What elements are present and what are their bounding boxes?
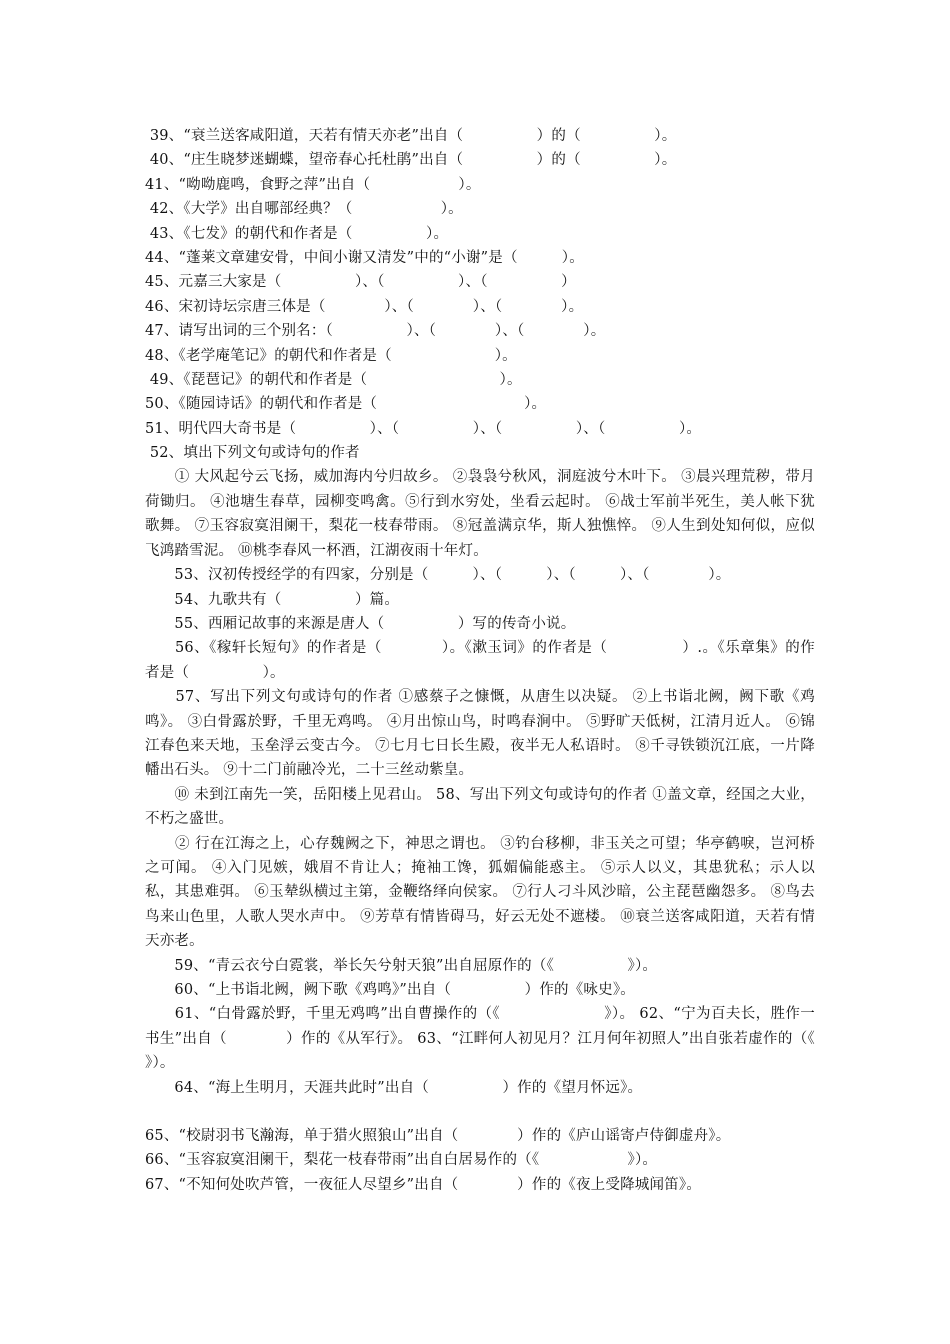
question-47: 47、请写出词的三个别名：（ ）、（ ）、（ ）。 xyxy=(145,323,606,340)
paragraph-55: 55、西厢记故事的来源是唐人（ ）写的传奇小说。 xyxy=(145,615,576,632)
blank-line xyxy=(145,1100,815,1124)
document-body xyxy=(145,124,918,1197)
question-52: 52、填出下列文句或诗句的作者 xyxy=(149,445,360,462)
paragraph-61-63: 61、“白骨露於野，千里无鸡鸣”出自曹操作的（《 》）。 62、“宁为百夫长，胜作一书生”出自（ ）作的《从军行》。 63、“江畔何人初见月？江月何年初照人”出自张若虚作的（《 》）。 xyxy=(145,1006,918,1072)
question-41: 41、“呦呦鹿鸣，食野之萍”出自（ ）。 xyxy=(145,176,481,193)
paragraph-57: 57、写出下列文句或诗句的作者 ①感蔡子之慷慨，从唐生以决疑。 ②上书诣北阙，阙下歌《鸡鸣》。 ③白骨露於野，千里无鸡鸣。 ④月出惊山鸟，时鸣春涧中。 ⑤野旷天低树，江清月近人。 ⑥锦江春色来天地，玉垒浮云变古今。 ⑦七月七日长生殿，夜半无人私语时。 ⑧千寻铁锁沉江底，一片降幡出石头。 ⑨十二门前融冷光，二十三丝动紫皇。 xyxy=(145,689,815,779)
question-43: 43、《七发》的朝代和作者是（ ）。 xyxy=(149,225,449,242)
question-45: 45、元嘉三大家是（ ）、（ ）、（ ） xyxy=(145,274,576,291)
question-39: 39、“衰兰送客咸阳道，天若有情天亦老”出自（ ）的（ ）。 xyxy=(149,128,677,144)
question-49: 49、《琵琶记》的朝代和作者是（ ）。 xyxy=(149,371,522,388)
question-44: 44、“蓬莱文章建安骨，中间小谢又清发”中的“小谢”是（ ）。 xyxy=(145,249,584,266)
question-51: 51、明代四大奇书是（ ）、（ ）、（ ）、（ ）。 xyxy=(145,420,702,437)
paragraph-54: 54、九歌共有（ ）篇。 xyxy=(145,591,400,608)
paragraph-67: 67、“不知何处吹芦管，一夜征人尽望乡”出自（ ）作的《夜上受降城闻笛》。 xyxy=(145,1176,702,1193)
question-50: 50、《随园诗话》的朝代和作者是（ ）。 xyxy=(145,396,547,413)
paragraph-64: 64、“海上生明月，天涯共此时”出自（ ）作的《望月怀远》。 xyxy=(145,1079,643,1096)
question-42: 42、《大学》出自哪部经典？（ ）。 xyxy=(149,201,463,218)
paragraph-58-items: ② 行在江海之上，心存魏阙之下，神思之谓也。 ③钓台移柳，非玉关之可望；华亭鹤唳，岂河桥之可闻。 ④入门见嫉，娥眉不肯让人；掩袖工馋，狐媚偏能惑主。 ⑤示人以义，其患犹私；示人以私，其患难弭。 ⑥玉辇纵横过主第，金鞭络绎向侯家。 ⑦行人刁斗风沙暗，公主琵琶幽怨多。 ⑧鸟去鸟来山色里，人歌人哭水声中。 ⑨芳草有情皆碍马，好云无处不遮楼。 ⑩衰兰送客咸阳道，天若有情天亦老。 xyxy=(145,835,815,950)
question-48: 48、《老学庵笔记》的朝代和作者是（ ）。 xyxy=(145,347,517,364)
paragraph-66: 66、“玉容寂寞泪阑干，梨花一枝春带雨”出自白居易作的（《 》）。 xyxy=(145,1152,658,1169)
question-46: 46、宋初诗坛宗唐三体是（ ）、（ ）、（ ）。 xyxy=(145,298,584,315)
paragraph-65: 65、“校尉羽书飞瀚海，单于猎火照狼山”出自（ ）作的《庐山谣寄卢侍御虚舟》。 xyxy=(145,1128,731,1145)
paragraph-60: 60、“上书诣北阙，阙下歌《鸡鸣》”出自（ ）作的《咏史》。 xyxy=(145,982,635,998)
paragraph-52-items: ① 大风起兮云飞扬，威加海内兮归故乡。 ②袅袅兮秋风，洞庭波兮木叶下。 ③晨兴理荒秽，带月荷锄归。 ④池塘生春草，园柳变鸣禽。⑤行到水穷处，坐看云起时。 ⑥战士军前半死生，美人帐下犹歌舞。 ⑦玉容寂寞泪阑干，梨花一枝春带雨。 ⑧冠盖满京华，斯人独憔悴。 ⑨人生到处知何似，应似飞鸿踏雪泥。 ⑩桃李春风一杯酒，江湖夜雨十年灯。 xyxy=(145,469,815,559)
paragraph-57-58: ⑩ 未到江南先一笑，岳阳楼上见君山。 58、写出下列文句或诗句的作者 ①盖文章，经国之大业，不朽之盛世。 xyxy=(145,786,815,828)
paragraph-59: 59、“青云衣兮白霓裳，举长矢兮射天狼”出自屈原作的（《 》）。 xyxy=(145,957,658,974)
question-40: 40、“庄生晓梦迷蝴蝶，望帝春心托杜鹃”出自（ ）的（ ）。 xyxy=(149,152,677,169)
paragraph-56: 56、《稼轩长短句》的作者是（ ）。《漱玉词》的作者是（ ）.。《乐章集》的作者是（ ）。 xyxy=(145,640,815,681)
paragraph-53: 53、汉初传授经学的有四家，分别是（ ）、（ ）、（ ）、（ ）。 xyxy=(145,567,731,584)
